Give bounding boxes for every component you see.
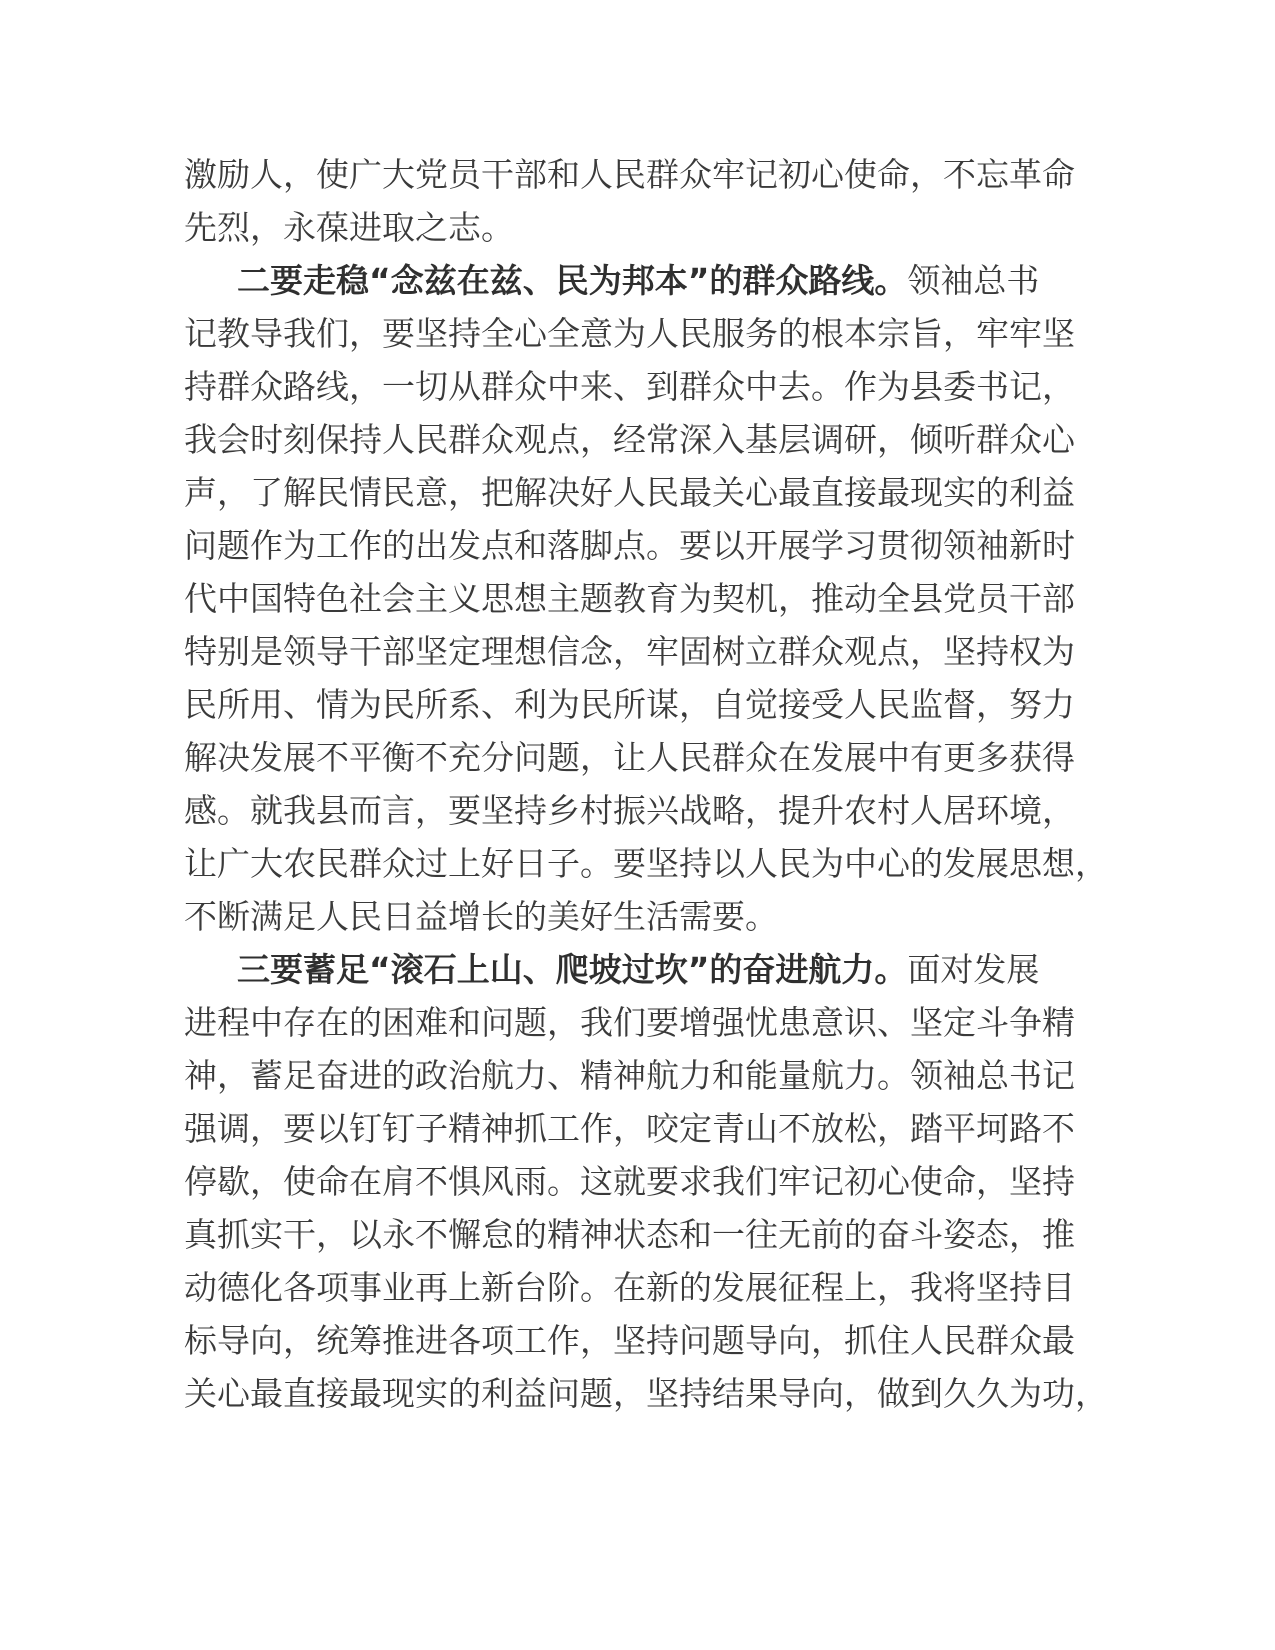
text-line: 持群众路线，一切从群众中来、到群众中去。作为县委书记， [184,367,1075,406]
paragraph-2 [184,254,1108,943]
text-run: 领袖总书 [907,261,1040,300]
text-line: 我会时刻保持人民群众观点，经常深入基层调研，倾听群众心 [184,420,1075,459]
paragraph-first-line [184,943,1104,996]
text-line: 记教导我们，要坚持全心全意为人民服务的根本宗旨，牢牢坚 [184,314,1075,353]
text-line: 民所用、情为民所系、利为民所谋，自觉接受人民监督，努力 [184,685,1075,724]
text-line: 关心最直接最现实的利益问题，坚持结果导向，做到久久为功， [184,1374,1108,1413]
text-line: 激励人，使广大党员干部和人民群众牢记初心使命，不忘革命 [184,155,1075,194]
text-line: 强调，要以钉钉子精神抓工作，咬定青山不放松，踏平坷路不 [184,1109,1075,1148]
text-line: 代中国特色社会主义思想主题教育为契机，推动全县党员干部 [184,579,1075,618]
body-text [184,148,1108,1420]
paragraph-1 [184,148,1104,254]
text-line: 不断满足人民日益增长的美好生活需要。 [184,897,778,936]
text-line: 进程中存在的困难和问题，我们要增强忧患意识、坚定斗争精 [184,1003,1075,1042]
text-line: 停歇，使命在肩不惧风雨。这就要求我们牢记初心使命，坚持 [184,1162,1075,1201]
section-heading: 三要蓄足“滚石上山、爬坡过坎”的奋进航力。 [237,950,908,989]
text-line: 声，了解民情民意，把解决好人民最关心最直接最现实的利益 [184,473,1075,512]
paragraph-first-line [184,254,1104,307]
text-line: 解决发展不平衡不充分问题，让人民群众在发展中有更多获得 [184,738,1075,777]
text-line: 动德化各项事业再上新台阶。在新的发展征程上，我将坚持目 [184,1268,1075,1307]
text-run: 面对发展 [907,950,1040,989]
text-line: 感。就我县而言，要坚持乡村振兴战略，提升农村人居环境， [184,791,1075,830]
text-line: 真抓实干，以永不懈怠的精神状态和一往无前的奋斗姿态，推 [184,1215,1075,1254]
text-line: 特别是领导干部坚定理想信念，牢固树立群众观点，坚持权为 [184,632,1075,671]
text-line: 问题作为工作的出发点和落脚点。要以开展学习贯彻领袖新时 [184,526,1075,565]
text-line: 标导向，统筹推进各项工作，坚持问题导向，抓住人民群众最 [184,1321,1075,1360]
paragraph-3 [184,943,1108,1420]
text-line: 让广大农民群众过上好日子。要坚持以人民为中心的发展思想， [184,844,1108,883]
section-heading: 二要走稳“念兹在兹、民为邦本”的群众路线。 [237,261,908,300]
text-line: 神，蓄足奋进的政治航力、精神航力和能量航力。领袖总书记 [184,1056,1075,1095]
text-line: 先烈，永葆进取之志。 [184,208,514,247]
